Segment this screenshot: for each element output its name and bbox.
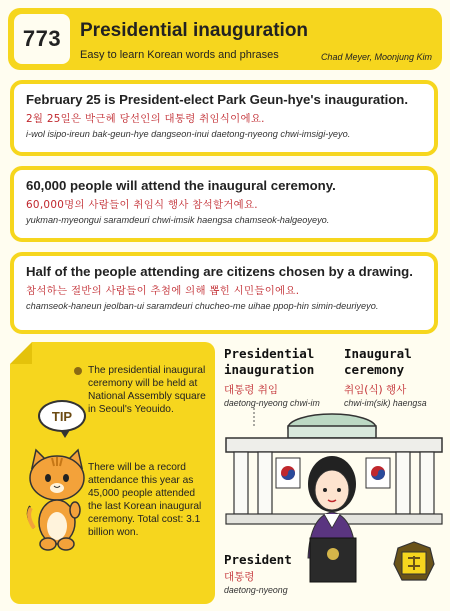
vocab-term-english: Inaugural ceremony <box>344 346 412 377</box>
sentence-korean: 참석하는 절반의 사람들이 추첨에 의해 뽑힌 시민들이에요. <box>26 285 300 297</box>
vocab-term-romanization: daetong-nyeong chwi-im <box>224 398 320 408</box>
bullet-icon <box>74 367 82 375</box>
tip-panel <box>10 342 215 604</box>
sentence-english: Half of the people attending are citizens chosen by a drawing. <box>26 264 413 279</box>
tip-text: There will be a record attendance this year as 45,000 people attended the last Korean inaugural ceremony. Total cost: 3.1 billion won. <box>88 462 202 538</box>
speech-bubble-tail <box>60 430 70 438</box>
page-subtitle: Easy to learn Korean words and phrases <box>80 49 279 61</box>
tip-badge-label: TIP <box>51 408 73 424</box>
page-fold-notch <box>10 342 32 364</box>
sentence-box-1 <box>10 80 438 156</box>
page-title: Presidential inauguration <box>80 20 309 41</box>
vocab-term-korean: 취임(식) 행사 <box>344 384 407 396</box>
tip-item-1 <box>88 364 210 416</box>
sentence-english: 60,000 people will attend the inaugural ceremony. <box>26 178 336 193</box>
vocab-term-korean: 대통령 <box>224 571 255 583</box>
tip-speech-bubble <box>38 400 86 432</box>
header-banner <box>8 8 442 70</box>
sentence-box-3 <box>10 252 438 334</box>
sentence-romanization: chamseok-haneun jeolban-ui saramdeuri chucheo-me uihae ppop-hin simin-deuriyeyo. <box>26 301 379 311</box>
sentence-korean: 2월 25일은 박근혜 당선인의 대통령 취임식이에요. <box>26 113 265 125</box>
vocab-term-english: President <box>224 552 292 567</box>
tip-text: The presidential inaugural ceremony will be held at National Assembly square in Seoul's Yeouido. <box>88 365 206 415</box>
vocab-term-romanization: daetong-nyeong <box>224 585 288 595</box>
sentence-english: February 25 is President-elect Park Geun-hye's inauguration. <box>26 92 409 107</box>
sentence-box-2 <box>10 166 438 242</box>
lesson-number-box <box>14 14 70 64</box>
vocab-term-english: Presidential inauguration <box>224 346 315 377</box>
authors-credit: Chad Meyer, Moonjung Kim <box>320 52 432 62</box>
vocab-term-korean: 대통령 취임 <box>224 384 279 396</box>
lesson-number: 773 <box>22 26 62 51</box>
tip-item-2 <box>88 461 210 539</box>
korean-flag-left <box>276 458 300 488</box>
cat-mascot-icon <box>24 446 90 556</box>
sentence-romanization: yukman-myeongui saramdeuri chwi-imsik haengsa chamseok-halgeoyeyo. <box>26 215 330 225</box>
korean-flag-right <box>366 458 390 488</box>
presidential-seal <box>394 542 434 580</box>
sentence-korean: 60,000명의 사람들이 취임식 행사 참석할거예요. <box>26 199 258 211</box>
vocab-term-romanization: chwi-im(sik) haengsa <box>344 398 427 408</box>
sentence-romanization: i-wol isipo-ireun bak-geun-hye dangseon-inui daetong-nyeong chwi-imsigi-yeyo. <box>26 129 351 139</box>
